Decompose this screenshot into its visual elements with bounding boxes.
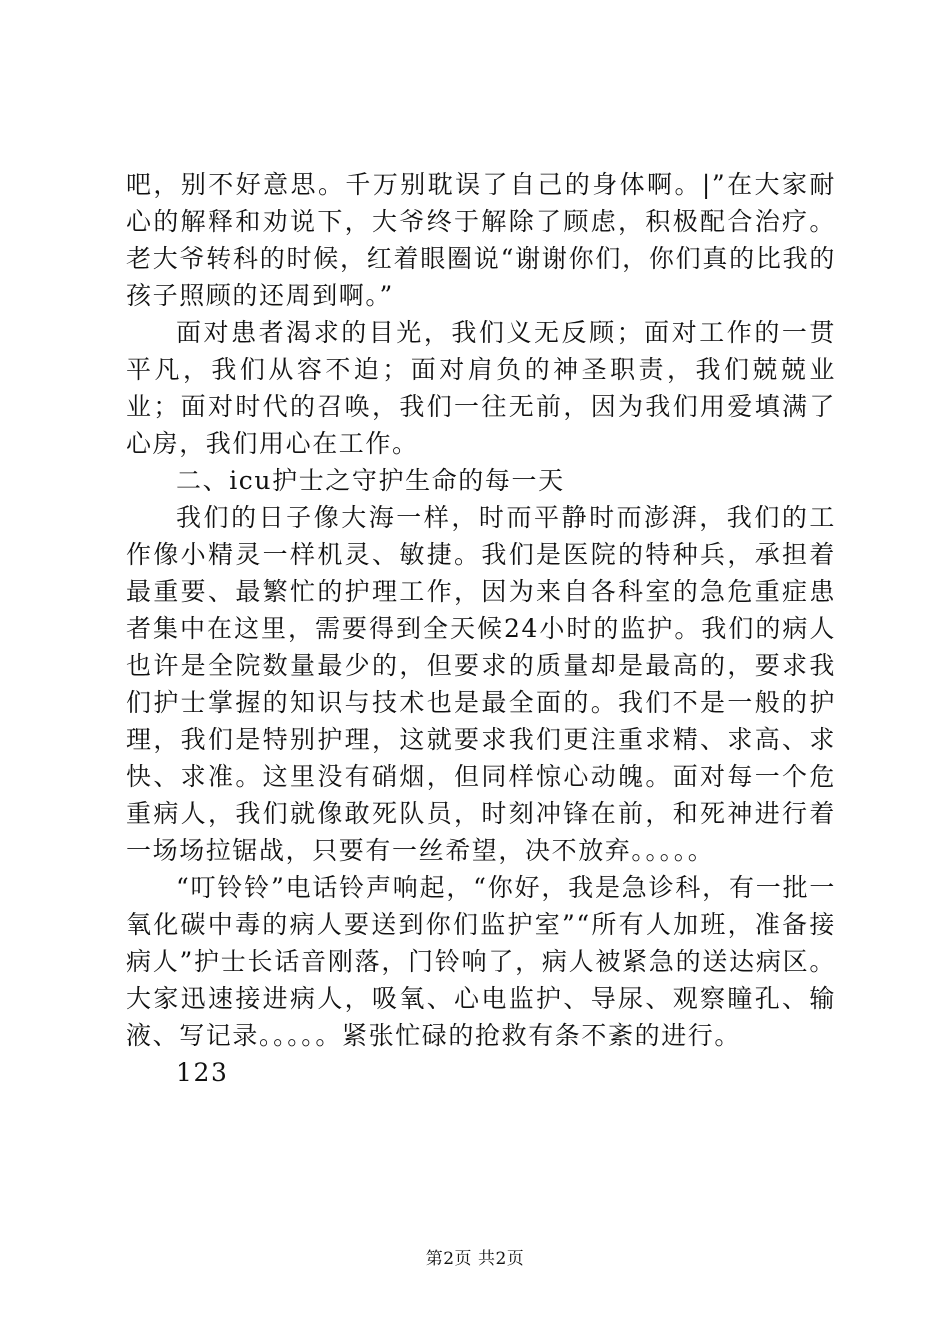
document-body — [126, 166, 836, 1091]
paragraph-number: 123 — [176, 1058, 229, 1087]
paragraph-continuation: 吧，别不好意思。千万别耽误了自己的身体啊。|”在大家耐心的解释和劝说下，大爷终于解除了顾虑，积极配合治疗。老大爷转科的时候，红着眼圈说“谢谢你们，你们真的比我的孩子照顾的还周到啊。” — [126, 170, 836, 310]
page-footer: 第2页 共2页 — [425, 1249, 525, 1269]
section-heading: 二、icu护士之守护生命的每一天 — [176, 466, 565, 495]
paragraph-icu-work: 我们的日子像大海一样，时而平静时而澎湃，我们的工作像小精灵一样机灵、敏捷。我们是医院的特种兵，承担着最重要、最繁忙的护理工作，因为来自各科室的急危重症患者集中在这里，需要得到全天候24小时的监护。我们的病人也许是全院数量最少的，但要求的质量却是最高的，要求我们护士掌握的知识与技术也是最全面的。我们不是一般的护理，我们是特别护理，这就要求我们更注重求精、求高、求快、求准。这里没有硝烟，但同样惊心动魄。面对每一个危重病人，我们就像敢死队员，时刻冲锋在前，和死神进行着一场场拉锯战，只要有一丝希望，决不放弃。。。。。 — [126, 503, 836, 865]
paragraph-dedication: 面对患者渴求的目光，我们义无反顾；面对工作的一贯平凡，我们从容不迫；面对肩负的神圣职责，我们兢兢业业；面对时代的召唤，我们一往无前，因为我们用爱填满了心房，我们用心在工作。 — [126, 318, 836, 458]
paragraph-emergency-call: “叮铃铃”电话铃声响起，“你好，我是急诊科，有一批一氧化碳中毒的病人要送到你们监护室”“所有人加班，准备接病人”护士长话音刚落，门铃响了，病人被紧急的送达病区。大家迅速接进病人，吸氧、心电监护、导尿、观察瞳孔、输液、写记录。。。。。紧张忙碌的抢救有条不紊的进行。 — [126, 873, 836, 1050]
